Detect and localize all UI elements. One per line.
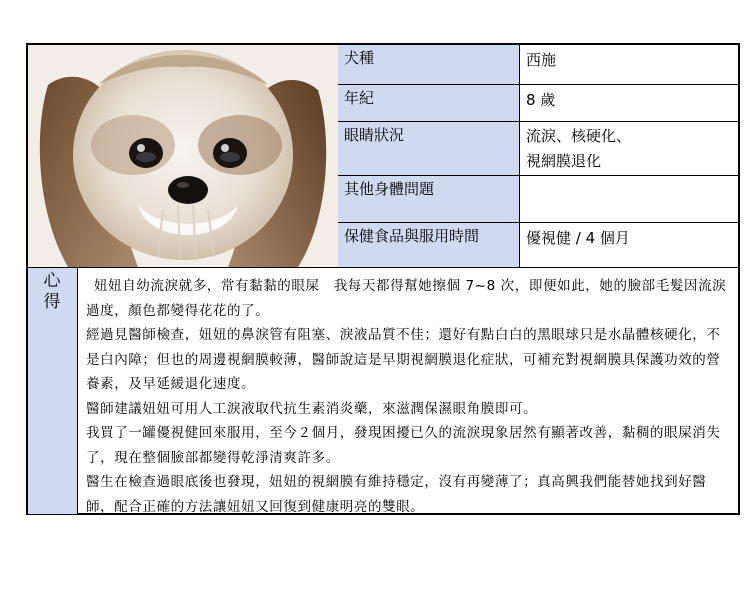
notes-paragraph-2: 經過見醫師檢查，妞妞的鼻淚管有阻塞、淚液品質不佳；還好有點白白的黑眼球只是水晶體核硬化，不是白內障；但也的周邊視網膜較薄，醫師說這是早期視網膜退化症狀，可補充對視網膜具保護功效的營養素，及早延緩退化速度。 <box>86 327 721 392</box>
label-eye-condition: 眼睛狀況 <box>338 122 520 175</box>
side-char-1: 心 <box>43 271 62 291</box>
notes-paragraph-4: 我買了一罐優視健回來服用，至今２個月，發現困擾已久的流淚現象居然有顯著改善，黏稠的眼屎消失了，現在整個臉部都變得乾淨清爽許多。 <box>86 425 721 466</box>
dog-profile-form <box>26 43 740 515</box>
label-age: 年紀 <box>338 85 520 121</box>
notes-side-label <box>28 268 78 514</box>
profile-table <box>338 45 738 267</box>
label-other-health: 其他身體問題 <box>338 176 520 222</box>
value-other-health <box>520 176 738 222</box>
row-supplement <box>338 223 738 267</box>
notes-body <box>86 274 732 519</box>
value-age: 8 歲 <box>526 91 556 109</box>
row-other-health <box>338 176 738 223</box>
row-age <box>338 85 738 122</box>
row-eye-condition <box>338 122 738 176</box>
side-char-2: 得 <box>43 292 62 312</box>
eye-condition-line-2: 視網膜退化 <box>526 152 602 170</box>
notes-section <box>28 267 738 514</box>
notes-paragraph-1: 妞妞自幼流淚就多，常有黏黏的眼屎 我每天都得幫她擦個 7~8 次，即便如此，她的臉部毛髮因流淚過度，顏色都變得花花的了。 <box>86 278 727 319</box>
row-breed <box>338 45 738 85</box>
dog-photo <box>28 45 339 267</box>
label-breed: 犬種 <box>338 45 520 84</box>
value-breed: 西施 <box>526 51 557 69</box>
notes-paragraph-3: 醫師建議妞妞可用人工淚液取代抗生素消炎藥，來滋潤保濕眼角膜即可。 <box>86 400 538 417</box>
label-supplement: 保健食品與服用時間 <box>338 223 520 267</box>
value-supplement: 優視健 / 4 個月 <box>526 229 630 247</box>
eye-condition-line-1: 流淚、核硬化、 <box>526 127 632 145</box>
notes-paragraph-5: 醫生在檢查過眼底後也發現，妞妞的視網膜有維持穩定，沒有再變薄了；真高興我們能替她找到好醫師，配合正確的方法讓妞妞又回復到健康明亮的雙眼。 <box>86 474 707 515</box>
value-eye-condition <box>520 122 738 175</box>
shih-tzu-illustration <box>28 45 338 267</box>
